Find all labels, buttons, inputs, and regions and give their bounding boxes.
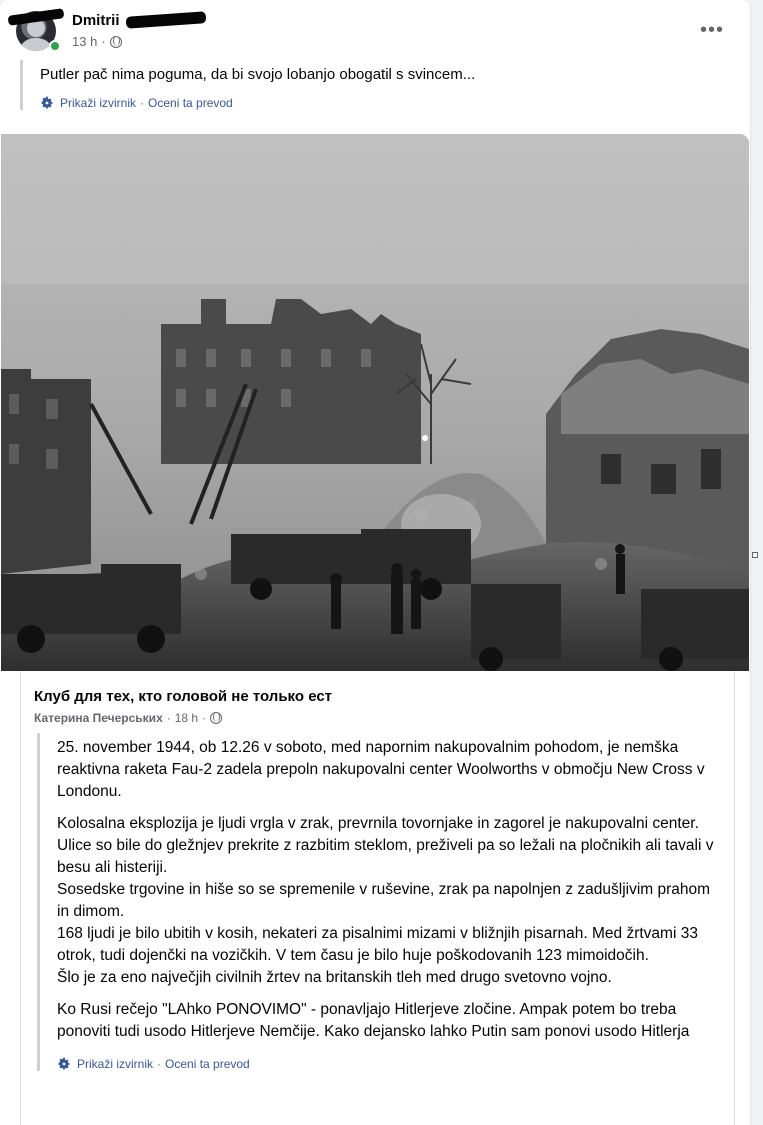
show-original-link[interactable]: Prikaži izvirnik: [77, 1057, 154, 1071]
paragraph: Ko Rusi rečejo "LAhko PONOVIMO" - ponavljajo Hitlerjeve zločine. Ampak potem bo treba ponoviti tudi usodo Hitlerjeve Nemčije. Kako dejansko lahko Putin sam ponovi usodo Hitlerja: [57, 1001, 690, 1040]
meta-separator: ·: [157, 1057, 162, 1071]
scroll-indicator[interactable]: [752, 552, 758, 558]
meta-separator: ·: [202, 711, 207, 725]
paragraph: Kolosalna eksplozija je ljudi vrgla v zrak, prevrnila tovornjake in zagorel je nakupovalni center. Ulice so bile do gležnjev prekrite z razbitim steklom, preživeli pa so ležali na pločnikih ali tavali v besu ali histeriji. Sosedske trgovine in hiše so se spremenile v ruševine, zrak pa napolnjen z zadušljivim prahom in dimom. 168 ljudi je bilo ubitih v kosih, nekateri za pisalnimi mizami v bližnjih pisarnah. Med žrtvami 33 otrok, tudi dojenčki na vozičkih. V tem času je bilo huje poškodovanih 123 mimoidočih. Šlo je za eno največjih civilnih žrtev na britanskih tleh med drugo svetovno vojno.: [57, 815, 714, 986]
shared-translated-text: [37, 733, 717, 1071]
paragraph: 25. november 1944, ob 12.26 v soboto, med napornim nakupovalnim pohodom, je nemška reaktivna raketa Fau-2 zadela prepoln nakupovalni center Woolworths v območju New Cross v Londonu.: [57, 739, 705, 800]
show-original-link[interactable]: Prikaži izvirnik: [60, 96, 137, 110]
shared-time[interactable]: 18 h: [174, 711, 199, 725]
gear-icon: [57, 1057, 71, 1071]
post-time[interactable]: 13 h: [72, 34, 98, 49]
post-header: [12, 10, 738, 56]
post-photo[interactable]: [1, 134, 749, 671]
meta-separator: ·: [140, 96, 145, 110]
rate-translation-link[interactable]: Oceni ta prevod: [165, 1057, 250, 1071]
more-icon: •••: [699, 18, 724, 41]
author-name[interactable]: Dmitrii: [72, 12, 120, 29]
redaction-scribble: [126, 11, 207, 29]
rate-translation-link[interactable]: Oceni ta prevod: [148, 96, 233, 110]
post-translated-text: [20, 60, 720, 110]
translation-controls: [40, 96, 720, 110]
shared-post-meta: [34, 711, 222, 725]
translation-controls: [57, 1057, 717, 1071]
group-name[interactable]: Клуб для тех, кто головой не только ест: [34, 688, 333, 705]
online-status-dot: [49, 40, 61, 52]
meta-separator: ·: [166, 711, 171, 725]
shared-author[interactable]: Катерина Печерських: [34, 711, 163, 725]
post-text: Putler pač nima poguma, da bi svojo lobanjo obogatil s svincem...: [40, 66, 476, 83]
gear-icon: [40, 96, 54, 110]
globe-icon: [210, 712, 222, 724]
meta-separator: ·: [101, 34, 106, 49]
more-options-button[interactable]: [694, 16, 730, 44]
post-meta: [72, 34, 122, 49]
bombed-street-photo: [1, 134, 749, 671]
globe-icon: [110, 36, 122, 48]
shared-post: [20, 671, 735, 1125]
